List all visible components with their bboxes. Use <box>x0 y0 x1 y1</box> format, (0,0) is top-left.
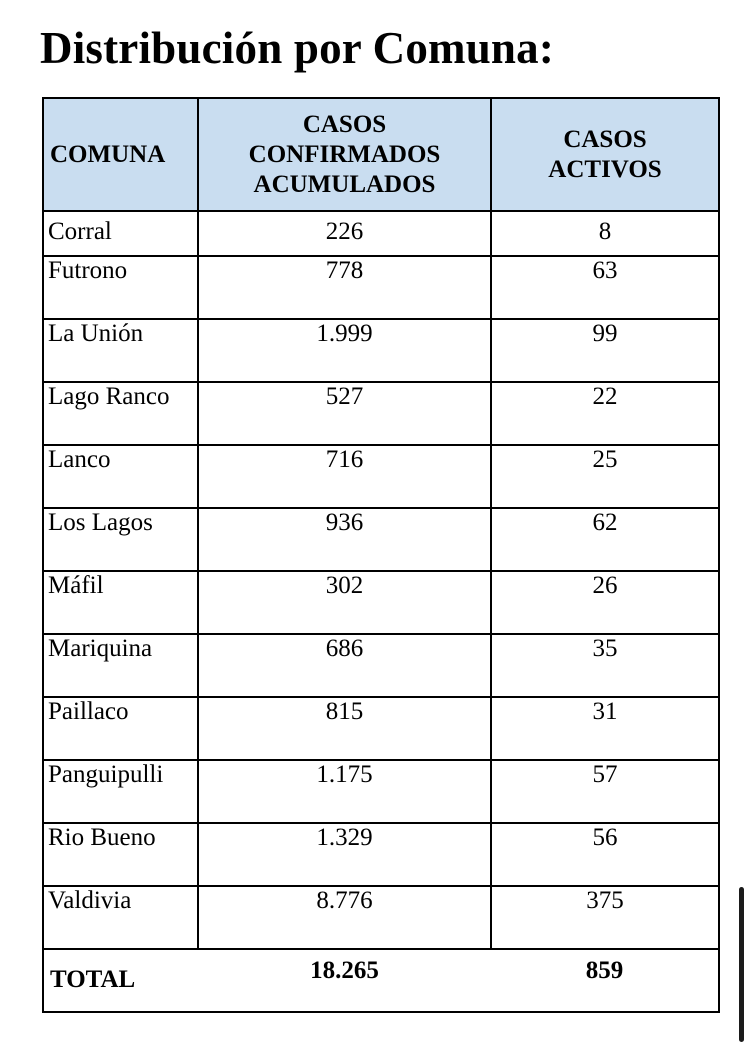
comuna-cell: Los Lagos <box>43 508 198 571</box>
active-cell: 31 <box>491 697 719 760</box>
table-row <box>43 886 719 949</box>
total-label: TOTAL <box>43 949 198 1012</box>
header-confirmed-line: CONFIRMADOS <box>248 140 441 168</box>
comuna-cell: Futrono <box>43 256 198 319</box>
confirmed-cell: 716 <box>198 445 491 508</box>
table-row <box>43 211 719 256</box>
header-active-line: ACTIVOS <box>548 155 662 183</box>
header-confirmed-line: CASOS <box>302 110 387 138</box>
header-comuna: COMUNA <box>43 98 198 211</box>
comuna-cell: Máfil <box>43 571 198 634</box>
active-cell: 22 <box>491 382 719 445</box>
comuna-cell: Corral <box>43 211 198 256</box>
total-confirmed: 18.265 <box>198 949 491 1012</box>
table-row <box>43 571 719 634</box>
table-row <box>43 697 719 760</box>
comuna-table <box>42 97 720 1013</box>
confirmed-cell: 778 <box>198 256 491 319</box>
active-cell: 35 <box>491 634 719 697</box>
confirmed-cell: 1.999 <box>198 319 491 382</box>
header-confirmed <box>198 98 491 211</box>
page-title: Distribución por Comuna: <box>40 23 555 73</box>
header-confirmed-line: ACUMULADOS <box>253 170 436 198</box>
comuna-cell: Paillaco <box>43 697 198 760</box>
confirmed-cell: 686 <box>198 634 491 697</box>
header-active-line: CASOS <box>563 125 647 153</box>
confirmed-cell: 1.329 <box>198 823 491 886</box>
table-row <box>43 508 719 571</box>
active-cell: 63 <box>491 256 719 319</box>
active-cell: 99 <box>491 319 719 382</box>
confirmed-cell: 302 <box>198 571 491 634</box>
active-cell: 26 <box>491 571 719 634</box>
active-cell: 57 <box>491 760 719 823</box>
comuna-cell: Valdivia <box>43 886 198 949</box>
comuna-cell: Lanco <box>43 445 198 508</box>
total-row <box>43 949 719 1012</box>
table-row <box>43 634 719 697</box>
confirmed-cell: 8.776 <box>198 886 491 949</box>
active-cell: 375 <box>491 886 719 949</box>
comuna-cell: Lago Ranco <box>43 382 198 445</box>
table-header-row <box>43 98 719 211</box>
active-cell: 25 <box>491 445 719 508</box>
confirmed-cell: 527 <box>198 382 491 445</box>
table-row <box>43 823 719 886</box>
table-row <box>43 319 719 382</box>
active-cell: 62 <box>491 508 719 571</box>
active-cell: 56 <box>491 823 719 886</box>
comuna-cell: Rio Bueno <box>43 823 198 886</box>
comuna-cell: Mariquina <box>43 634 198 697</box>
header-active <box>491 98 719 211</box>
comuna-cell: Panguipulli <box>43 760 198 823</box>
active-cell: 8 <box>491 211 719 256</box>
table-row <box>43 760 719 823</box>
scrollbar[interactable] <box>739 887 744 1042</box>
confirmed-cell: 815 <box>198 697 491 760</box>
confirmed-cell: 226 <box>198 211 491 256</box>
comuna-cell: La Unión <box>43 319 198 382</box>
table-row <box>43 256 719 319</box>
table-row <box>43 445 719 508</box>
total-active: 859 <box>491 949 719 1012</box>
confirmed-cell: 936 <box>198 508 491 571</box>
table-row <box>43 382 719 445</box>
confirmed-cell: 1.175 <box>198 760 491 823</box>
